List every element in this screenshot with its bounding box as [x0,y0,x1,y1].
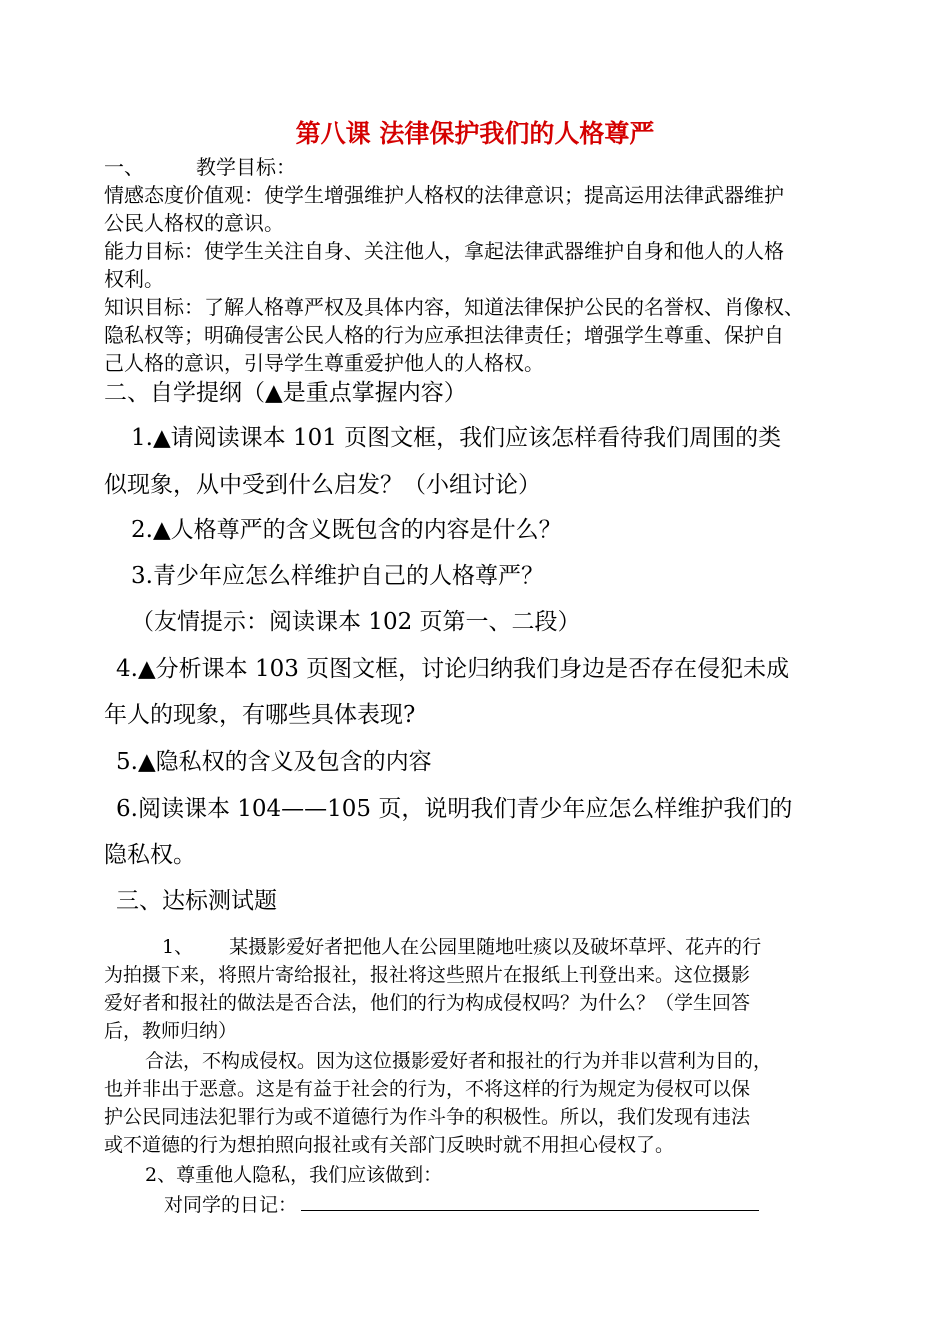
outline-question-2: 2.▲人格尊严的含义既包含的内容是什么？ [131,517,562,543]
test-question-1-text: 某摄影爱好者把他人在公园里随地吐痰以及破坏草坪、花卉的行 [229,936,762,958]
answer-line: 或不道德的行为想拍照向报社或有关部门反映时就不用担心侵权了。 [104,1134,675,1156]
outline-question-5: 5.▲隐私权的含义及包含的内容 [116,749,432,775]
objectives-heading-number: 一、 [104,155,144,179]
emotion-goal-line: 公民人格权的意识。 [104,211,284,235]
ability-goal-line: 能力目标：使学生关注自身、关注他人，拿起法律武器维护自身和他人的人格 [104,239,784,263]
emotion-goal-line: 情感态度价值观：使学生增强维护人格权的法律意识；提高运用法律武器维护 [104,183,784,207]
test-question-1 [162,932,761,959]
outline-question-3: 3.青少年应怎么样维护自己的人格尊严？ [131,563,544,589]
outline-question-4-cont: 年人的现象，有哪些具体表现? [104,702,416,728]
ability-goal-line: 权利。 [104,267,164,291]
answer-blank-line[interactable] [301,1192,759,1211]
test-heading: 三、达标测试题 [116,888,277,914]
test-question-1-number: 1、 [162,936,194,958]
outline-question-4: 4.▲分析课本 103 页图文框，讨论归纳我们身边是否存在侵犯未成 [116,656,790,682]
outline-heading: 二、自学提纲（▲是重点掌握内容） [104,380,467,406]
outline-question-1-cont: 似现象，从中受到什么启发？（小组讨论） [104,472,541,498]
objectives-heading [104,151,296,180]
diary-fill-label: 对同学的日记： [164,1194,298,1216]
test-question-1-line: 为拍摄下来，将照片寄给报社，报社将这些照片在报纸上刊登出来。这位摄影 [104,964,751,986]
answer-line: 护公民同违法犯罪行为或不道德行为作斗争的积极性。所以，我们发现有违法 [104,1106,751,1128]
test-question-1-line: 爱好者和报社的做法是否合法，他们的行为构成侵权吗？为什么？（学生回答 [104,992,751,1014]
answer-line: 合法，不构成侵权。因为这位摄影爱好者和报社的行为并非以营利为目的， [145,1050,773,1072]
outline-hint: （友情提示：阅读课本 102 页第一、二段） [131,609,581,635]
objectives-heading-text: 教学目标： [196,155,296,179]
lesson-title: 第八课 法律保护我们的人格尊严 [295,119,655,148]
diary-fill-in [164,1190,759,1217]
knowledge-goal-line: 己人格的意识，引导学生尊重爱护他人的人格权。 [104,351,544,375]
knowledge-goal-line: 知识目标：了解人格尊严权及具体内容，知道法律保护公民的名誉权、肖像权、 [104,295,804,319]
outline-question-1: 1.▲请阅读课本 101 页图文框，我们应该怎样看待我们周围的类 [131,425,782,451]
test-question-2: 2、尊重他人隐私，我们应该做到： [145,1164,443,1186]
outline-question-6-cont: 隐私权。 [104,842,196,868]
test-question-1-line: 后，教师归纳） [104,1020,238,1042]
outline-question-6: 6.阅读课本 104——105 页，说明我们青少年应怎么样维护我们的 [116,796,793,822]
answer-line: 也并非出于恶意。这是有益于社会的行为，不将这样的行为规定为侵权可以保 [104,1078,751,1100]
knowledge-goal-line: 隐私权等；明确侵害公民人格的行为应承担法律责任；增强学生尊重、保护自 [104,323,784,347]
